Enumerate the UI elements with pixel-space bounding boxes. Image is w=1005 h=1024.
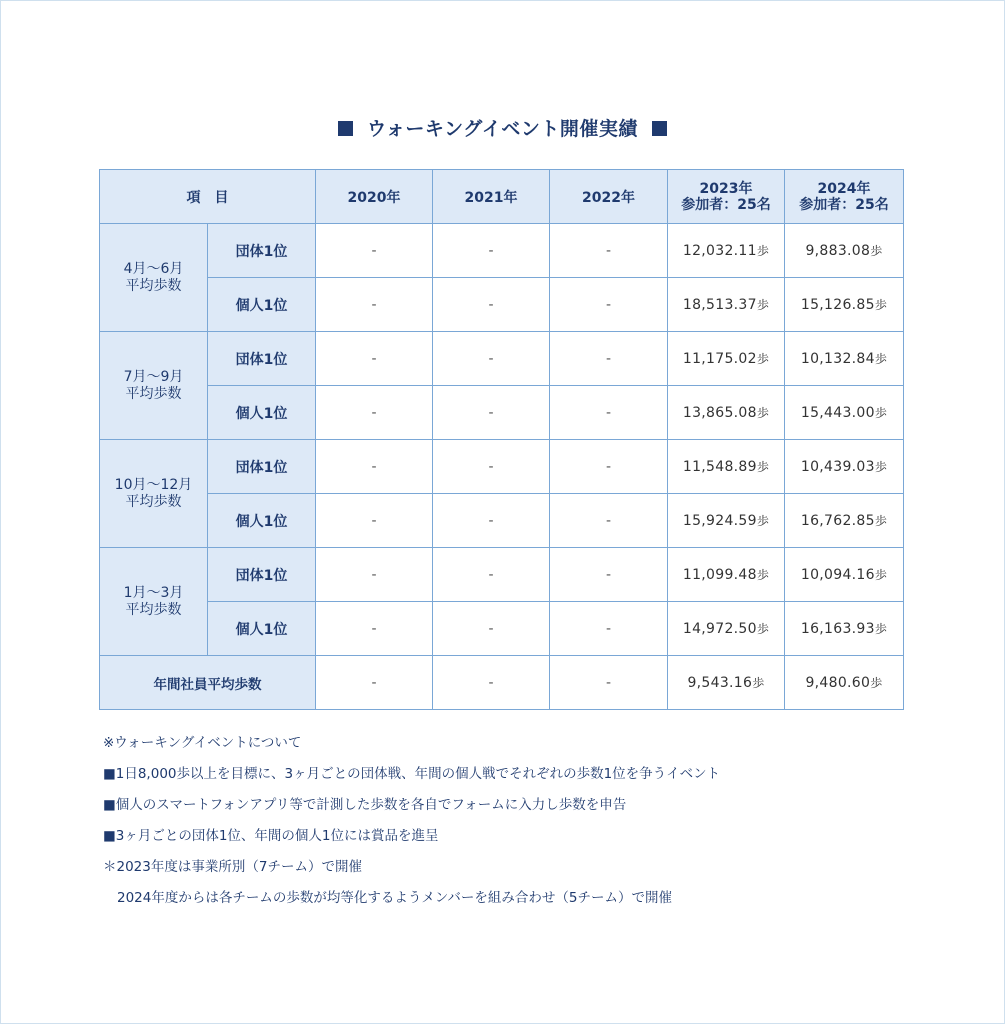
note-line: 2024年度からは各チームの歩数が均等化するようメンバーを組み合わせ（5チーム）で開催	[117, 890, 672, 906]
value-cell	[785, 224, 904, 278]
step-unit: 歩	[870, 676, 883, 690]
empty-value: -	[605, 404, 612, 421]
period-range: 4月～6月	[123, 260, 184, 277]
page-title-text: ウォーキングイベント開催実績	[367, 118, 638, 140]
value-cell	[550, 224, 668, 278]
value-cell	[550, 386, 668, 440]
header-2020: 2020年	[316, 170, 433, 224]
empty-value: -	[371, 350, 377, 367]
value-cell	[550, 278, 668, 332]
value-cell	[316, 386, 433, 440]
step-unit: 歩	[756, 622, 770, 636]
value-cell	[668, 278, 785, 332]
note-line: ※ウォーキングイベントについて	[103, 735, 302, 751]
value-cell	[785, 602, 904, 656]
rank-label: 個人1位	[208, 602, 316, 656]
page-title	[0, 114, 1005, 141]
value-cell	[550, 332, 668, 386]
square-bullet-icon	[338, 121, 353, 136]
value-cell	[550, 656, 668, 710]
value-cell	[433, 332, 550, 386]
value-cell	[316, 278, 433, 332]
value-cell	[316, 332, 433, 386]
header-2023-year: 2023年	[699, 180, 753, 197]
table-body	[100, 224, 904, 710]
step-unit: 歩	[874, 622, 888, 636]
header-2024-participants: 参加者：25名	[799, 196, 889, 213]
step-value: 15,443.00	[800, 405, 875, 421]
step-unit: 歩	[756, 460, 770, 474]
empty-value: -	[488, 242, 494, 259]
value-cell	[785, 656, 904, 710]
step-unit: 歩	[756, 406, 770, 420]
table-row	[100, 602, 904, 656]
table-row	[100, 548, 904, 602]
step-value: 9,883.08	[805, 243, 871, 259]
empty-value: -	[371, 458, 377, 475]
empty-value: -	[605, 566, 612, 583]
empty-value: -	[605, 458, 612, 475]
note-line: ＊2023年度は事業所別（7チーム）で開催	[103, 859, 362, 875]
value-cell	[316, 440, 433, 494]
empty-value: -	[371, 404, 377, 421]
value-cell	[550, 494, 668, 548]
value-cell	[785, 440, 904, 494]
step-value: 15,126.85	[800, 297, 875, 313]
empty-value: -	[488, 404, 494, 421]
empty-value: -	[488, 674, 494, 691]
header-2024	[785, 170, 904, 224]
rank-label: 団体1位	[208, 440, 316, 494]
step-unit: 歩	[756, 298, 770, 312]
empty-value: -	[605, 296, 612, 313]
value-cell	[550, 440, 668, 494]
step-value: 12,032.11	[682, 243, 757, 259]
empty-value: -	[371, 512, 377, 529]
notes-section	[103, 733, 720, 919]
period-label	[100, 548, 208, 656]
value-cell	[785, 548, 904, 602]
empty-value: -	[371, 620, 377, 637]
step-value: 13,865.08	[682, 405, 757, 421]
results-table	[99, 169, 904, 710]
value-cell	[668, 494, 785, 548]
empty-value: -	[605, 512, 612, 529]
annual-label: 年間社員平均歩数	[100, 656, 316, 710]
step-unit: 歩	[756, 352, 770, 366]
table-row	[100, 332, 904, 386]
step-value: 18,513.37	[682, 297, 757, 313]
value-cell	[433, 386, 550, 440]
note-line: ■3ヶ月ごとの団体1位、年間の個人1位には賞品を進呈	[103, 828, 439, 844]
step-value: 16,762.85	[800, 513, 875, 529]
step-unit: 歩	[874, 406, 888, 420]
step-value: 15,924.59	[682, 513, 757, 529]
value-cell	[433, 440, 550, 494]
step-unit: 歩	[756, 244, 770, 258]
note-line: ■1日8,000歩以上を目標に、3ヶ月ごとの団体戦、年間の個人戦でそれぞれの歩数1位を争うイベント	[103, 766, 721, 782]
table-row	[100, 386, 904, 440]
period-range: 7月～9月	[123, 368, 184, 385]
annual-row	[100, 656, 904, 710]
period-label	[100, 440, 208, 548]
empty-value: -	[488, 512, 494, 529]
value-cell	[316, 224, 433, 278]
value-cell	[433, 494, 550, 548]
value-cell	[785, 332, 904, 386]
value-cell	[785, 494, 904, 548]
period-caption: 平均歩数	[125, 385, 182, 402]
rank-label: 団体1位	[208, 548, 316, 602]
value-cell	[668, 602, 785, 656]
value-cell	[433, 278, 550, 332]
step-unit: 歩	[874, 460, 888, 474]
step-value: 11,175.02	[682, 351, 757, 367]
table-row	[100, 278, 904, 332]
step-value: 9,543.16	[687, 675, 753, 691]
header-2023-participants: 参加者：25名	[681, 196, 771, 213]
header-2021: 2021年	[433, 170, 550, 224]
value-cell	[668, 440, 785, 494]
header-row	[100, 170, 904, 224]
empty-value: -	[371, 242, 377, 259]
step-unit: 歩	[874, 298, 888, 312]
value-cell	[433, 548, 550, 602]
period-label	[100, 224, 208, 332]
rank-label: 個人1位	[208, 278, 316, 332]
value-cell	[668, 332, 785, 386]
header-2023	[668, 170, 785, 224]
empty-value: -	[605, 674, 612, 691]
header-item: 項 目	[100, 170, 316, 224]
period-label	[100, 332, 208, 440]
value-cell	[668, 548, 785, 602]
step-value: 9,480.60	[805, 675, 871, 691]
value-cell	[668, 656, 785, 710]
step-unit: 歩	[874, 352, 888, 366]
table-row	[100, 494, 904, 548]
header-2022: 2022年	[550, 170, 668, 224]
empty-value: -	[605, 242, 612, 259]
step-unit: 歩	[870, 244, 883, 258]
value-cell	[785, 386, 904, 440]
value-cell	[433, 656, 550, 710]
value-cell	[316, 656, 433, 710]
rank-label: 団体1位	[208, 332, 316, 386]
period-caption: 平均歩数	[125, 493, 182, 510]
empty-value: -	[371, 674, 377, 691]
period-range: 10月～12月	[114, 476, 193, 493]
step-value: 16,163.93	[800, 621, 875, 637]
rank-label: 団体1位	[208, 224, 316, 278]
empty-value: -	[605, 350, 612, 367]
step-value: 11,548.89	[682, 459, 757, 475]
empty-value: -	[488, 458, 494, 475]
step-unit: 歩	[756, 514, 770, 528]
value-cell	[316, 548, 433, 602]
value-cell	[316, 494, 433, 548]
step-unit: 歩	[874, 514, 888, 528]
note-line: ■個人のスマートフォンアプリ等で計測した歩数を各自でフォームに入力し歩数を申告	[103, 797, 627, 813]
step-value: 10,132.84	[800, 351, 875, 367]
rank-label: 個人1位	[208, 386, 316, 440]
table-row	[100, 440, 904, 494]
empty-value: -	[488, 296, 494, 313]
value-cell	[668, 386, 785, 440]
step-value: 10,094.16	[800, 567, 875, 583]
empty-value: -	[488, 620, 494, 637]
value-cell	[785, 278, 904, 332]
step-value: 14,972.50	[682, 621, 757, 637]
empty-value: -	[488, 566, 494, 583]
value-cell	[550, 548, 668, 602]
period-range: 1月～3月	[123, 584, 184, 601]
table-row	[100, 224, 904, 278]
value-cell	[316, 602, 433, 656]
empty-value: -	[605, 620, 612, 637]
step-unit: 歩	[874, 568, 888, 582]
step-value: 10,439.03	[800, 459, 875, 475]
value-cell	[550, 602, 668, 656]
empty-value: -	[371, 296, 377, 313]
rank-label: 個人1位	[208, 494, 316, 548]
step-value: 11,099.48	[682, 567, 757, 583]
header-2024-year: 2024年	[817, 180, 871, 197]
period-caption: 平均歩数	[125, 601, 182, 618]
period-caption: 平均歩数	[125, 277, 182, 294]
empty-value: -	[488, 350, 494, 367]
square-bullet-icon	[652, 121, 667, 136]
value-cell	[668, 224, 785, 278]
value-cell	[433, 224, 550, 278]
value-cell	[433, 602, 550, 656]
empty-value: -	[371, 566, 377, 583]
step-unit: 歩	[756, 568, 770, 582]
step-unit: 歩	[752, 676, 765, 690]
